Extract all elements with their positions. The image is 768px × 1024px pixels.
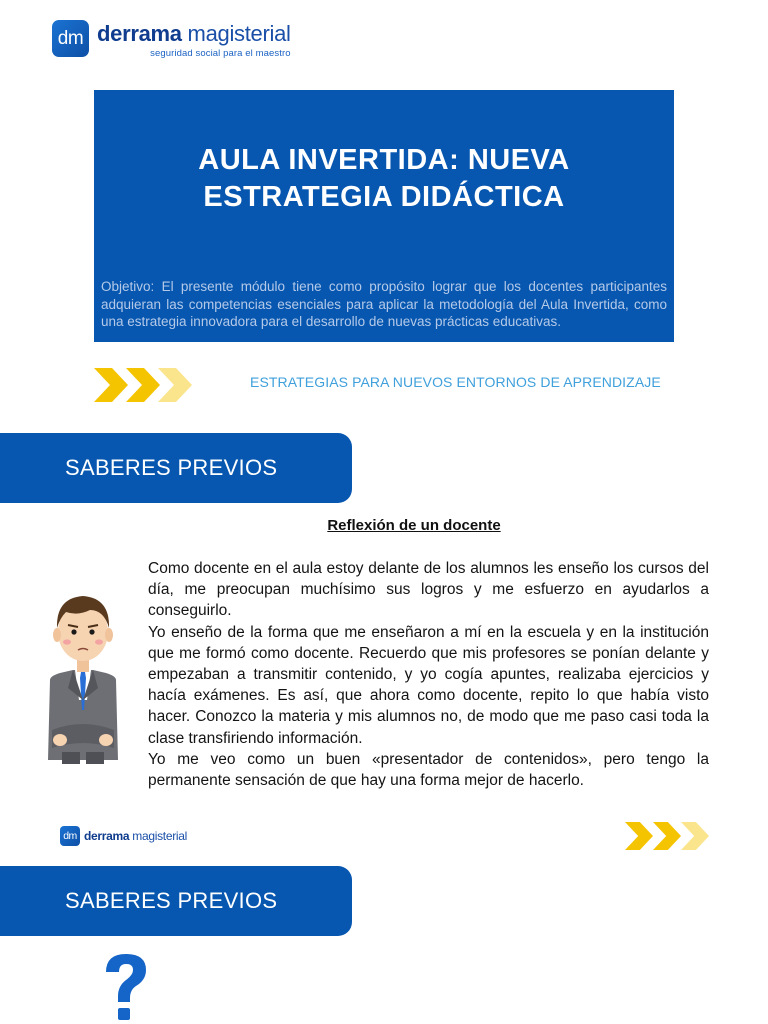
objective-text: Objetivo: El presente módulo tiene como propósito lograr que los docentes participantes adquieran las competencias esenciales para aplicar la metodología del Aula Invertida, como una estrategia innovadora para el desarrollo de nuevas prácticas educativas. xyxy=(101,279,667,329)
footer-logo-badge: dm xyxy=(60,826,80,846)
logo-tagline: seguridad social para el maestro xyxy=(150,48,291,59)
chevron-right-icon xyxy=(126,368,160,402)
section-tab-label: SABERES PREVIOS xyxy=(65,455,278,480)
chevron-right-icon xyxy=(94,368,128,402)
chevron-right-icon xyxy=(680,822,710,850)
chevron-right-icon xyxy=(158,368,192,402)
page-title xyxy=(94,142,674,216)
logo-text xyxy=(97,20,291,59)
logo-name xyxy=(97,20,291,48)
title-line-2: ESTRATEGIA DIDÁCTICA xyxy=(203,181,565,213)
reflection-body xyxy=(148,558,709,791)
strategy-label: ESTRATEGIAS PARA NUEVOS ENTORNOS DE APRENDIZAJE xyxy=(250,374,661,390)
logo-name-bold: derrama xyxy=(97,21,182,46)
footer-logo-name-bold: derrama xyxy=(84,829,130,843)
reflection-paragraph: Como docente en el aula estoy delante de los alumnos les enseño los cursos del día, me preocupan muchísimo sus logros y me esfuerzo en ayudarlos a conseguirlo. xyxy=(148,560,709,620)
footer-logo-name xyxy=(84,828,187,844)
chevron-right-icon xyxy=(652,822,682,850)
footer-logo-name-light: magisterial xyxy=(129,829,188,843)
reflection-paragraph: Yo enseño de la forma que me enseñaron a mí en la escuela y en la institución que me formó como docente. Recuerdo que mis profesores se ponían delante y empezaban a transmitir contenido, y yo cogía apuntes, realizaba ejercicios y hacía exámenes. Es así, que ahora como docente, repito lo que había visto hacer. Conozco la materia y mis alumnos no, de modo que me paso casi toda la clase transfiriendo información. xyxy=(148,623,709,747)
title-line-1: AULA INVERTIDA: NUEVA xyxy=(198,144,570,176)
footer-logo xyxy=(60,826,187,846)
title-block xyxy=(94,90,674,342)
section-tab-label: SABERES PREVIOS xyxy=(65,888,278,913)
chevron-arrows-top xyxy=(94,368,190,402)
logo-badge: dm xyxy=(52,20,89,57)
section-tab-saberes-previos-2 xyxy=(0,866,352,936)
teacher-illustration xyxy=(38,580,128,770)
section-tab-saberes-previos xyxy=(0,433,352,503)
question-mark-icon xyxy=(100,952,152,1024)
reflection-title: Reflexión de un docente xyxy=(327,517,501,534)
reflection-paragraph: Yo me veo como un buen «presentador de contenidos», pero tengo la permanente sensación de que hay una forma mejor de hacerlo. xyxy=(148,750,709,790)
chevron-arrows-bottom xyxy=(624,822,708,850)
logo-name-light: magisterial xyxy=(181,21,291,46)
chevron-right-icon xyxy=(624,822,654,850)
brand-logo xyxy=(52,20,291,59)
